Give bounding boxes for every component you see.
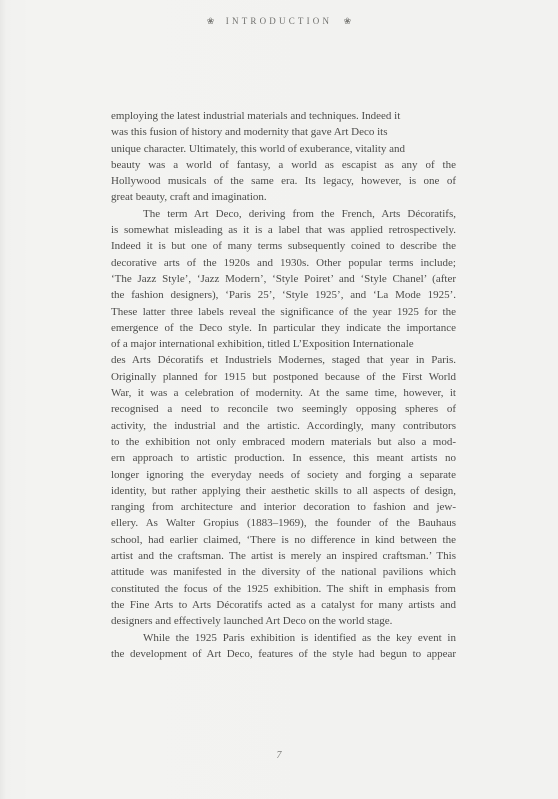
text-line: the fashion designers), ‘Paris 25’, ‘Style 1925’, and ‘La Mode 1925’. (111, 289, 456, 302)
running-header (0, 16, 558, 27)
text-line: ‘The Jazz Style’, ‘Jazz Modern’, ‘Style Poiret’ and ‘Style Chanel’ (after (111, 272, 456, 285)
text-line: decorative arts of the 1920s and 1930s. Other popular terms include; (111, 256, 456, 269)
text-line: ern approach to artistic production. In essence, this meant artists no (111, 452, 456, 465)
text-line: employing the latest industrial materials and techniques. Indeed it (111, 110, 401, 122)
text-line: designers and effectively launched Art Deco on the world stage. (111, 615, 393, 628)
paragraph (111, 206, 456, 630)
text-line: great beauty, craft and imagination. (111, 191, 267, 204)
text-line: constituted the focus of the 1925 exhibition. The shift in emphasis from (111, 582, 456, 595)
paragraph (111, 108, 456, 206)
text-line: longer ignoring the everyday needs of society and forging a separate (111, 468, 456, 481)
text-line: activity, the industrial and the artistic. Accordingly, many contributors (111, 419, 456, 432)
text-line: War, it was a celebration of modernity. At the same time, however, it (111, 387, 456, 400)
text-line: is somewhat misleading as it is a label that was applied retrospectively. (111, 224, 456, 237)
text-line: These latter three labels reveal the significance of the year 1925 for the (111, 305, 456, 318)
text-line: recognised a need to reconcile two seemingly opposing spheres of (111, 403, 456, 416)
text-line: ranging from architecture and interior decoration to fashion and jew- (111, 501, 456, 514)
text-line: The term Art Deco, deriving from the French, Arts Décoratifs, (143, 207, 456, 220)
ornament-left-icon: ❀ (206, 16, 215, 26)
text-line: emergence of the Deco style. In particular they indicate the importance (111, 321, 456, 334)
text-line: While the 1925 Paris exhibition is identified as the key event in (143, 631, 456, 644)
text-line: the development of Art Deco, features of the style had begun to appear (111, 647, 456, 660)
text-line: unique character. Ultimately, this world of exuberance, vitality and (111, 142, 406, 155)
text-line: attitude was manifested in the diversity of the national pavilions which (111, 566, 456, 579)
text-line: school, had earlier claimed, ‘There is no difference in kind between the (111, 533, 456, 546)
text-line: was this fusion of history and modernity that gave Art Deco its (111, 126, 388, 139)
text-line: Originally planned for 1915 but postponed because of the First World (111, 370, 456, 383)
text-line: to the exhibition not only embraced modern materials but also a mod- (111, 435, 456, 448)
text-line: ellery. As Walter Gropius (1883–1969), the founder of the Bauhaus (111, 517, 456, 530)
text-line: the Fine Arts to Arts Décoratifs acted as a catalyst for many artists and (111, 598, 456, 611)
text-line: artist and the craftsman. The artist is merely an inspired craftsman.’ This (111, 550, 456, 563)
paragraph (111, 630, 456, 663)
ornament-right-icon: ❀ (343, 16, 352, 26)
text-line: Indeed it is but one of many terms subsequently coined to describe the (111, 240, 456, 253)
text-line: identity, but rather applying their aesthetic skills to all aspects of design, (111, 484, 456, 497)
page-number: 7 (276, 750, 282, 761)
text-line: of a major international exhibition, titled L’Exposition Internationale (111, 338, 414, 351)
text-line: Hollywood musicals of the same era. Its legacy, however, is one of (111, 175, 456, 188)
chapter-title: INTRODUCTION (225, 16, 333, 26)
body-text (111, 108, 456, 662)
text-line: beauty was a world of fantasy, a world as escapist as any of the (111, 158, 456, 171)
text-line: des Arts Décoratifs et Industriels Modernes, staged that year in Paris. (111, 354, 456, 367)
